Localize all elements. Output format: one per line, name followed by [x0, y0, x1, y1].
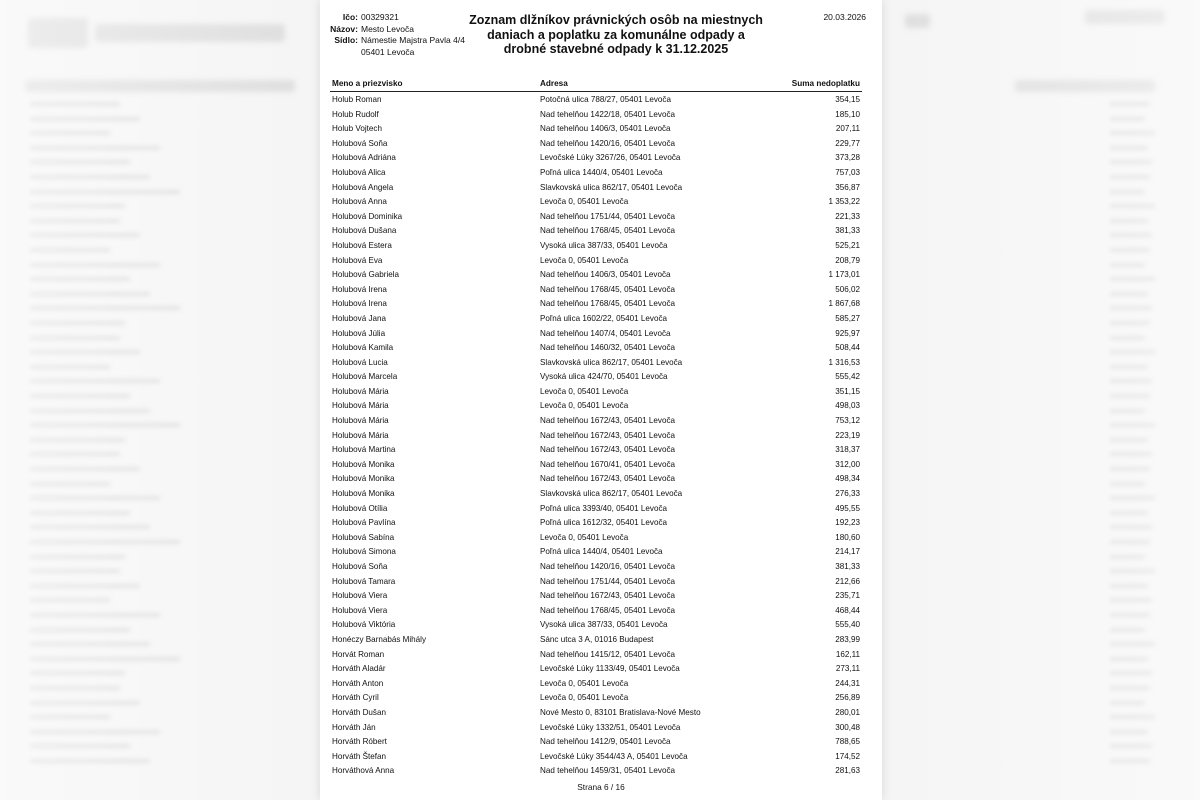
debtor-address: Levočské Lúky 1332/51, 05401 Levoča: [540, 722, 681, 732]
debtor-amount: 757,03: [835, 167, 860, 177]
table-row: [330, 677, 862, 692]
debtor-address: Poľná ulica 1612/32, 05401 Levoča: [540, 518, 668, 528]
debtor-amount: 788,65: [835, 737, 860, 747]
organization-info: [330, 12, 465, 58]
debtor-name: Holubová Lucia: [332, 357, 388, 367]
debtor-amount: 300,48: [835, 722, 860, 732]
debtor-name: Holubová Jana: [332, 313, 386, 323]
debtor-amount: 1 867,68: [828, 299, 860, 309]
table-row: [330, 502, 862, 517]
debtor-address: Levoča 0, 05401 Levoča: [540, 693, 629, 703]
debtor-name: Holubová Mária: [332, 430, 389, 440]
debtor-address: Poľná ulica 1440/4, 05401 Levoča: [540, 547, 663, 557]
table-row: [330, 443, 862, 458]
debtor-amount: 356,87: [835, 182, 860, 192]
debtor-address: Nad tehelňou 1768/45, 05401 Levoča: [540, 299, 676, 309]
table-row: [330, 764, 862, 779]
debtor-address: Levoča 0, 05401 Levoča: [540, 401, 629, 411]
debtor-address: Poľná ulica 1440/4, 05401 Levoča: [540, 167, 663, 177]
table-row: [330, 385, 862, 400]
debtor-name: Holub Roman: [332, 95, 382, 104]
debtor-name: Holubová Sabína: [332, 532, 395, 542]
document-page: [320, 0, 882, 800]
right-fade: [880, 0, 1200, 800]
table-row: [330, 312, 862, 327]
debtor-amount: 276,33: [835, 489, 860, 499]
table-header: [330, 78, 862, 92]
column-header-amount: Suma nedoplatku: [791, 79, 860, 88]
debtor-name: Holubová Pavlína: [332, 518, 396, 528]
debtor-amount: 555,42: [835, 372, 860, 382]
debtor-address: Nad tehelňou 1768/45, 05401 Levoča: [540, 605, 676, 615]
table-row: [330, 137, 862, 152]
debtor-address: Nad tehelňou 1751/44, 05401 Levoča: [540, 576, 676, 586]
sidlo-label: Sídlo:: [334, 35, 358, 46]
debtor-address: Nad tehelňou 1460/32, 05401 Levoča: [540, 343, 676, 353]
table-row: [330, 224, 862, 239]
debtor-address: Nad tehelňou 1672/43, 05401 Levoča: [540, 416, 676, 426]
debtor-amount: 162,11: [835, 649, 860, 659]
debtor-amount: 585,27: [835, 313, 860, 323]
debtor-address: Levočské Lúky 3267/26, 05401 Levoča: [540, 153, 681, 163]
debtor-address: Nad tehelňou 1406/3, 05401 Levoča: [540, 124, 671, 134]
debtor-name: Horváth Anton: [332, 678, 384, 688]
debtor-amount: 508,44: [835, 343, 860, 353]
table-row: [330, 560, 862, 575]
debtor-amount: 1 353,22: [828, 197, 860, 207]
debtor-amount: 925,97: [835, 328, 860, 338]
debtor-name: Holubová Soňa: [332, 138, 388, 148]
debtor-amount: 351,15: [835, 386, 860, 396]
table-row: [330, 93, 862, 108]
debtor-address: Nad tehelňou 1406/3, 05401 Levoča: [540, 270, 671, 280]
debtor-amount: 498,34: [835, 474, 860, 484]
debtor-name: Holub Vojtech: [332, 124, 382, 134]
debtor-amount: 525,21: [835, 240, 860, 250]
debtor-amount: 273,11: [835, 664, 860, 674]
nazov-value: Mesto Levoča: [361, 23, 414, 34]
ico-label: Ičo:: [342, 12, 358, 22]
debtor-amount: 312,00: [835, 459, 860, 469]
debtor-amount: 318,37: [835, 445, 860, 455]
table-row: [330, 487, 862, 502]
debtor-amount: 180,60: [835, 532, 860, 542]
page-number: Strana 6 / 16: [577, 782, 625, 792]
debtor-address: Levoča 0, 05401 Levoča: [540, 678, 629, 688]
debtor-address: Nad tehelňou 1459/31, 05401 Levoča: [540, 766, 676, 776]
table-row: [330, 254, 862, 269]
left-fade: [0, 0, 320, 800]
debtor-address: Nad tehelňou 1407/4, 05401 Levoča: [540, 328, 671, 338]
debtor-name: Horváth Ján: [332, 722, 376, 732]
debtor-name: Holubová Mária: [332, 416, 389, 426]
table-row: [330, 356, 862, 371]
debtor-name: Holubová Viera: [332, 605, 388, 615]
table-row: [330, 166, 862, 181]
table-row: [330, 589, 862, 604]
debtor-name: Holubová Angela: [332, 182, 394, 192]
debtor-amount: 555,40: [835, 620, 860, 630]
table-row: [330, 735, 862, 750]
table-row: [330, 108, 862, 123]
debtor-name: Horváth Štefan: [332, 751, 386, 761]
debtor-name: Honéczy Barnabás Mihály: [332, 634, 427, 644]
debtor-amount: 212,66: [835, 576, 860, 586]
debtor-address: Poľná ulica 3393/40, 05401 Levoča: [540, 503, 668, 513]
debtor-table-body: [330, 93, 862, 779]
document-date: 20.03.2026: [823, 12, 866, 22]
table-row: [330, 531, 862, 546]
debtor-name: Holubová Adriána: [332, 153, 396, 163]
debtor-address: Nad tehelňou 1751/44, 05401 Levoča: [540, 211, 676, 221]
debtor-name: Horváth Aladár: [332, 664, 386, 674]
debtor-name: Holubová Dominika: [332, 211, 403, 221]
debtor-name: Holubová Alica: [332, 167, 386, 177]
debtor-address: Nad tehelňou 1768/45, 05401 Levoča: [540, 226, 676, 236]
table-row: [330, 210, 862, 225]
debtor-name: Horváth Dušan: [332, 707, 386, 717]
debtor-name: Holubová Mária: [332, 401, 389, 411]
debtor-name: Holubová Monika: [332, 489, 395, 499]
table-row: [330, 370, 862, 385]
table-row: [330, 575, 862, 590]
table-row: [330, 458, 862, 473]
debtor-amount: 229,77: [835, 138, 860, 148]
table-row: [330, 706, 862, 721]
debtor-address: Levočské Lúky 3544/43 A, 05401 Levoča: [540, 751, 688, 761]
debtor-amount: 185,10: [835, 109, 860, 119]
debtor-name: Holubová Eva: [332, 255, 383, 265]
debtor-name: Holubová Monika: [332, 474, 395, 484]
debtor-name: Holubová Irena: [332, 299, 387, 309]
debtor-name: Holubová Marcela: [332, 372, 398, 382]
debtor-amount: 373,28: [835, 153, 860, 163]
nazov-row: [330, 24, 465, 36]
column-header-address: Adresa: [540, 79, 568, 88]
table-row: [330, 195, 862, 210]
debtor-name: Holubová Gabriela: [332, 270, 400, 280]
table-row: [330, 239, 862, 254]
table-row: [330, 297, 862, 312]
table-row: [330, 633, 862, 648]
table-row: [330, 399, 862, 414]
table-row: [330, 691, 862, 706]
debtor-name: Holubová Irena: [332, 284, 387, 294]
table-row: [330, 341, 862, 356]
debtor-address: Nad tehelňou 1422/18, 05401 Levoča: [540, 109, 676, 119]
debtor-amount: 1 173,01: [828, 270, 860, 280]
debtor-amount: 354,15: [835, 95, 860, 104]
debtor-address: Slavkovská ulica 862/17, 05401 Levoča: [540, 182, 683, 192]
table-row: [330, 545, 862, 560]
debtor-address: Potočná ulica 788/27, 05401 Levoča: [540, 95, 671, 104]
table-row: [330, 327, 862, 342]
ico-row: [330, 12, 465, 24]
debtor-address: Levočské Lúky 1133/49, 05401 Levoča: [540, 664, 680, 674]
table-row: [330, 414, 862, 429]
debtor-amount: 208,79: [835, 255, 860, 265]
table-row: [330, 662, 862, 677]
debtor-name: Holubová Monika: [332, 459, 395, 469]
debtor-address: Vysoká ulica 424/70, 05401 Levoča: [540, 372, 668, 382]
table-row: [330, 268, 862, 283]
debtor-amount: 281,63: [835, 766, 860, 776]
debtor-address: Poľná ulica 1602/22, 05401 Levoča: [540, 313, 668, 323]
debtor-name: Holubová Mária: [332, 386, 389, 396]
debtor-amount: 174,52: [835, 751, 860, 761]
debtor-name: Holubová Otília: [332, 503, 388, 513]
debtor-name: Holubová Tamara: [332, 576, 396, 586]
table-row: [330, 648, 862, 663]
debtor-address: Slavkovská ulica 862/17, 05401 Levoča: [540, 489, 683, 499]
sidlo-line1: Námestie Majstra Pavla 4/4: [361, 35, 465, 46]
debtor-amount: 1 316,53: [828, 357, 860, 367]
debtor-amount: 221,33: [835, 211, 860, 221]
debtor-address: Slavkovská ulica 862/17, 05401 Levoča: [540, 357, 683, 367]
debtor-name: Holubová Soňa: [332, 562, 388, 571]
debtor-amount: 468,44: [835, 605, 860, 615]
column-header-name: Meno a priezvisko: [332, 79, 403, 88]
debtor-address: Nad tehelňou 1420/16, 05401 Levoča: [540, 562, 676, 571]
debtor-amount: 223,19: [835, 430, 860, 440]
debtor-name: Holubová Kamila: [332, 343, 394, 353]
debtor-address: Vysoká ulica 387/33, 05401 Levoča: [540, 240, 668, 250]
debtor-amount: 753,12: [835, 416, 860, 426]
document-title: Zoznam dlžníkov právnických osôb na miestnych daniach a poplatku za komunálne odpady a drobné stavebné odpady k 31.12.2025: [469, 13, 763, 57]
debtor-address: Levoča 0, 05401 Levoča: [540, 255, 629, 265]
debtor-address: Nad tehelňou 1672/43, 05401 Levoča: [540, 445, 676, 455]
debtor-amount: 207,11: [835, 124, 860, 134]
debtor-address: Levoča 0, 05401 Levoča: [540, 386, 629, 396]
table-row: [330, 283, 862, 298]
debtor-amount: 283,99: [835, 634, 860, 644]
debtor-amount: 256,89: [835, 693, 860, 703]
table-row: [330, 472, 862, 487]
nazov-label: Názov:: [330, 23, 358, 34]
debtor-address: Nad tehelňou 1670/41, 05401 Levoča: [540, 459, 676, 469]
debtor-amount: 244,31: [835, 678, 860, 688]
table-row: [330, 721, 862, 736]
debtor-name: Holubová Viktória: [332, 620, 396, 630]
debtor-address: Nad tehelňou 1420/16, 05401 Levoča: [540, 138, 676, 148]
debtor-name: Horvát Roman: [332, 649, 385, 659]
sidlo-line2: 05401 Levoča: [361, 46, 415, 57]
debtor-address: Levoča 0, 05401 Levoča: [540, 532, 629, 542]
debtor-amount: 235,71: [835, 591, 860, 601]
debtor-address: Nad tehelňou 1412/9, 05401 Levoča: [540, 737, 671, 747]
table-row: [330, 181, 862, 196]
debtor-name: Holubová Dušana: [332, 226, 397, 236]
debtor-amount: 381,33: [835, 562, 860, 571]
debtor-name: Holub Rudolf: [332, 109, 379, 119]
table-row: [330, 122, 862, 137]
debtor-name: Holubová Anna: [332, 197, 387, 207]
debtor-amount: 280,01: [835, 707, 860, 717]
debtor-name: Holubová Viera: [332, 591, 388, 601]
debtor-amount: 498,03: [835, 401, 860, 411]
debtor-amount: 214,17: [835, 547, 860, 557]
debtor-name: Horváth Cyril: [332, 693, 379, 703]
debtor-amount: 381,33: [835, 226, 860, 236]
table-row: [330, 151, 862, 166]
debtor-amount: 192,23: [835, 518, 860, 528]
ico-value: 00329321: [361, 12, 399, 22]
sidlo-row: [330, 35, 465, 47]
debtor-address: Nad tehelňou 1415/12, 05401 Levoča: [540, 649, 676, 659]
debtor-address: Nad tehelňou 1672/43, 05401 Levoča: [540, 591, 676, 601]
debtor-amount: 506,02: [835, 284, 860, 294]
debtor-address: Levoča 0, 05401 Levoča: [540, 197, 629, 207]
debtor-address: Nové Mesto 0, 83101 Bratislava-Nové Mesto: [540, 707, 701, 717]
debtor-name: Horváth Róbert: [332, 737, 387, 747]
debtor-address: Nad tehelňou 1672/43, 05401 Levoča: [540, 430, 676, 440]
debtor-name: Holubová Júlia: [332, 328, 386, 338]
debtor-name: Holubová Martina: [332, 445, 396, 455]
table-row: [330, 750, 862, 765]
debtor-name: Holubová Estera: [332, 240, 392, 250]
sidlo-row-2: [330, 47, 465, 59]
debtor-amount: 495,55: [835, 503, 860, 513]
debtor-address: Nad tehelňou 1672/43, 05401 Levoča: [540, 474, 676, 484]
table-row: [330, 429, 862, 444]
debtor-address: Vysoká ulica 387/33, 05401 Levoča: [540, 620, 668, 630]
debtor-name: Holubová Simona: [332, 547, 396, 557]
debtor-address: Sánc utca 3 A, 01016 Budapest: [540, 634, 654, 644]
table-row: [330, 618, 862, 633]
debtor-name: Horváthová Anna: [332, 766, 395, 776]
debtor-address: Nad tehelňou 1768/45, 05401 Levoča: [540, 284, 676, 294]
table-row: [330, 516, 862, 531]
table-row: [330, 604, 862, 619]
